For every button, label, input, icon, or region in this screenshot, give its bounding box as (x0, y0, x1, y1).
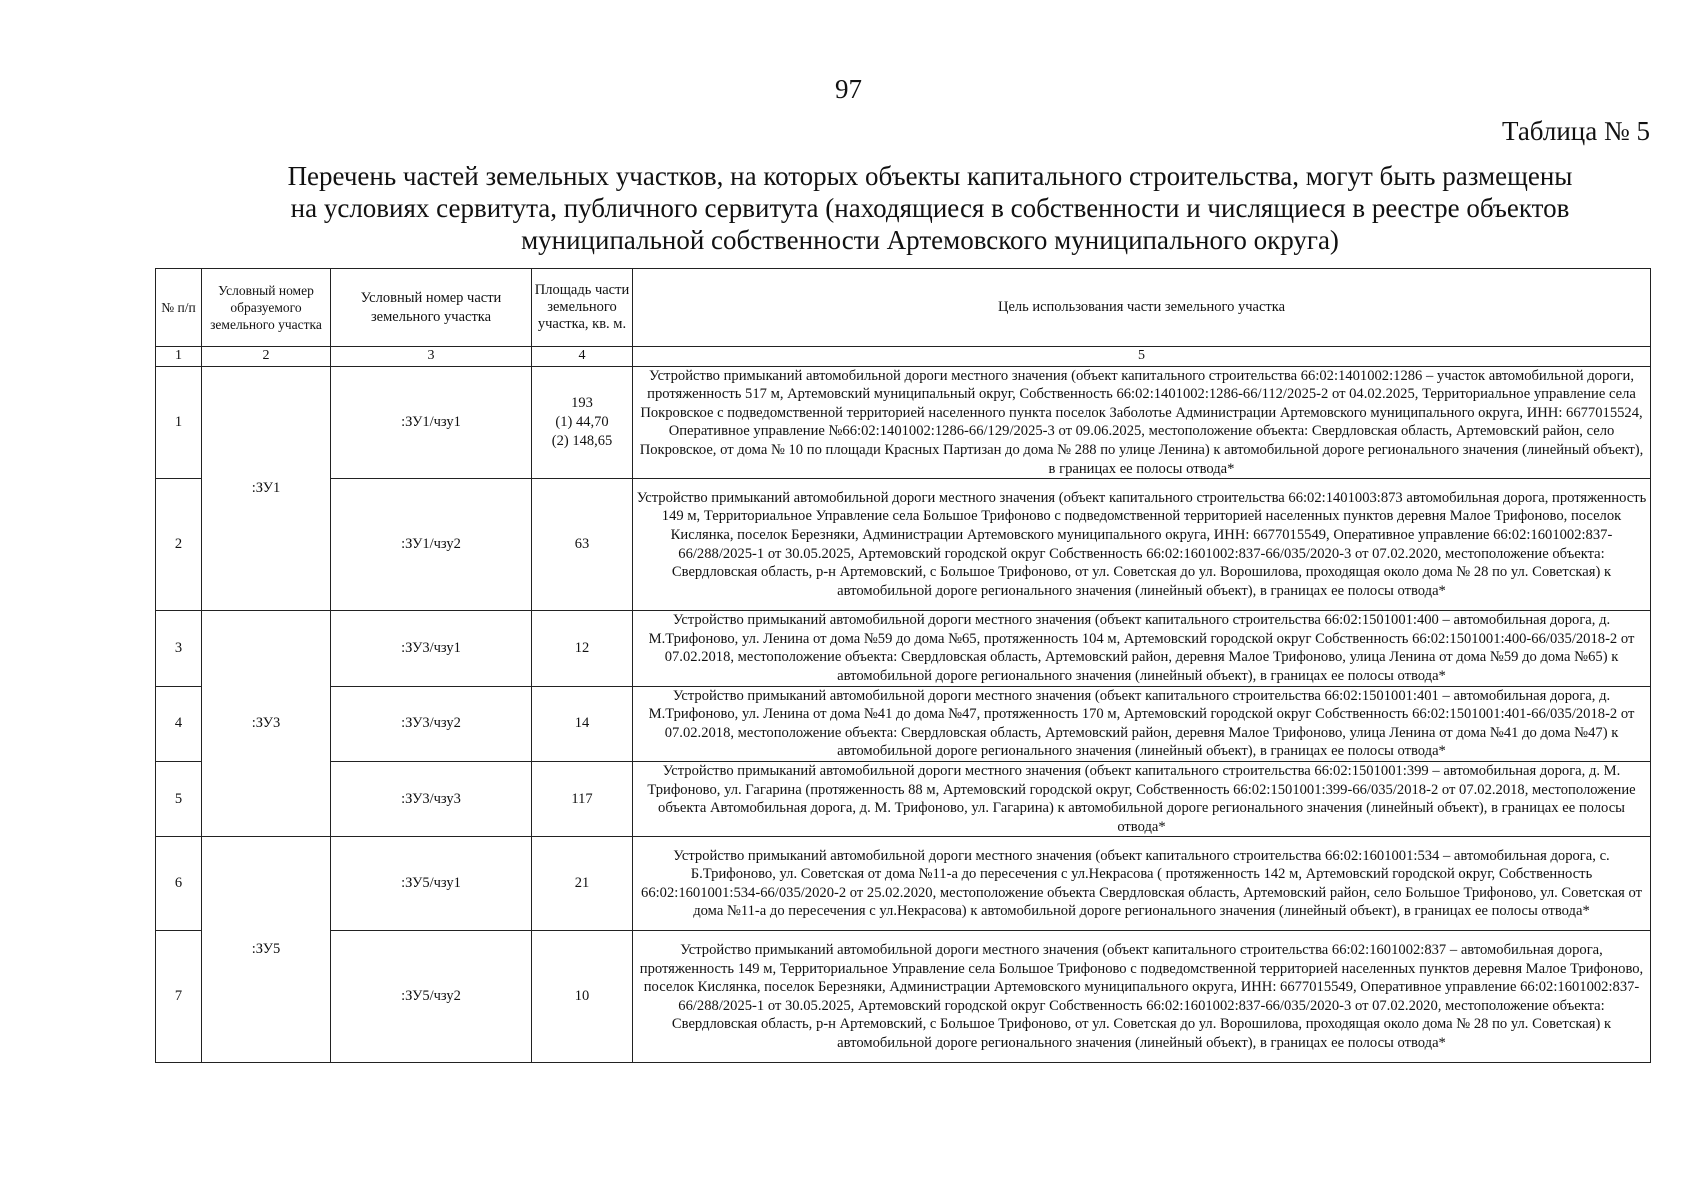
purpose-text: Устройство примыканий автомобильной дороги местного значения (объект капитального строительства 66:02:1401002:1286 – участок автомобильной дороги, протяженность 517 м, Артемовский муниципальный округ, Собственность 66:02:1401002:1286-66/112/2025-2 от 04.02.2025, Территориальное управление села Покровское с подведомственной территорией населенного пункта поселок Заболотье Администрации Артемовского муниципального округа, ИНН: 6677015524, Оперативное управление №66:02:1401002:1286-66/129/2025-3 от 09.06.2025, местоположение объекта: Свердловская область, Артемовский район, село Покровское, от дома № 10 по площади Красных Партизан до дома № 288 по улице Ленина) к автомобильной дороге регионального значения (линейный объект), в границах ее полосы отвода* (633, 366, 1651, 479)
part-area: 117 (532, 761, 633, 836)
part-number: :ЗУ3/чзу1 (331, 611, 532, 686)
table-row (156, 611, 1651, 686)
table-row (156, 931, 1651, 1063)
part-number: :ЗУ1/чзу1 (331, 366, 532, 479)
part-number: :ЗУ5/чзу2 (331, 931, 532, 1063)
area-subvalue: (1) 44,70 (555, 414, 609, 431)
purpose-text: Устройство примыканий автомобильной дороги местного значения (объект капитального строительства 66:02:1601002:837 – автомобильная дорога, протяженность 149 м, Территориальное Управление села Большое Трифоново с подведомственной территорией населенных пунктов деревня Малое Трифоново, поселок Кислянка, поселок Березняки, Администрации Артемовского муниципального округа, ИНН: 6677015549, Оперативное управление 66:02:1601002:837-66/288/2025-1 от 30.05.2025, Артемовский городской округ Собственность 66:02:1601002:837-66/035/2020-3 от 07.02.2020, местоположение объекта: Свердловская область, р-н Артемовский, с Большое Трифоново, от ул. Советская до ул. Ворошилова, проходящая около дома № 28 по ул. Советская) к автомобильной дороге регионального значения (линейный объект), в границах ее полосы отвода* (633, 931, 1651, 1063)
part-number: :ЗУ3/чзу2 (331, 686, 532, 761)
purpose-text: Устройство примыканий автомобильной дороги местного значения (объект капитального строительства 66:02:1401003:873 автомобильная дорога, протяженность 149 м, Территориальное Управление села Большое Трифоново с подведомственной территорией населенных пунктов деревня Малое Трифоново, поселок Кислянка, поселок Березняки, Администрации Артемовского муниципального округа, ИНН: 6677015549, Оперативное управление 66:02:1601002:837-66/288/2025-1 от 30.05.2025, Артемовский городской округ Собственность 66:02:1601002:837-66/035/2020-3 от 07.02.2020, местоположение объекта: Свердловская область, р-н Артемовский, с Большое Трифоново, от ул. Советская до ул. Ворошилова, проходящая около дома № 28 по ул. Советская) к автомобильной дороге регионального значения (линейный объект), в границах ее полосы отвода* (633, 479, 1651, 611)
part-number: :ЗУ3/чзу3 (331, 761, 532, 836)
title-line: Перечень частей земельных участков, на которых объекты капитального строительства, могут быть размещены (287, 161, 1573, 191)
column-number: 4 (532, 347, 633, 367)
plot-group: :ЗУ3 (202, 611, 331, 837)
column-number: 5 (633, 347, 1651, 367)
column-numbers-row (156, 347, 1651, 367)
table-row (156, 837, 1651, 931)
header-area: Площадь части земельного участка, кв. м. (532, 269, 633, 347)
plot-group: :ЗУ1 (202, 366, 331, 611)
header-part-number: Условный номер части земельного участка (331, 269, 532, 347)
table-row (156, 686, 1651, 761)
land-parts-table (155, 268, 1651, 1063)
row-number: 6 (156, 837, 202, 931)
row-number: 1 (156, 366, 202, 479)
part-area: 12 (532, 611, 633, 686)
column-number: 1 (156, 347, 202, 367)
page-number: 97 (835, 74, 862, 104)
row-number: 7 (156, 931, 202, 1063)
part-number: :ЗУ1/чзу2 (331, 479, 532, 611)
purpose-text: Устройство примыканий автомобильной дороги местного значения (объект капитального строительства 66:02:1501001:399 – автомобильная дорога, д. М. Трифоново, ул. Гагарина (протяженность 88 м, Артемовский городской округ, Собственность 66:02:1501001:399-66/035/2018-2 от 07.02.2018, местоположение объекта Автомобильная дорога, д. М. Трифоново, ул. Гагарина) к автомобильной дороге регионального значения (линейный объект), в границах ее полосы отвода* (633, 761, 1651, 836)
area-value: 193 (571, 395, 593, 412)
part-number: :ЗУ5/чзу1 (331, 837, 532, 931)
table-row (156, 366, 1651, 479)
header-purpose: Цель использования части земельного участка (633, 269, 1651, 347)
part-area: 21 (532, 837, 633, 931)
part-area: 63 (532, 479, 633, 611)
table-row (156, 479, 1651, 611)
part-area: 14 (532, 686, 633, 761)
title-line: на условиях сервитута, публичного сервитута (находящиеся в собственности и числящиеся в реестре объектов (290, 193, 1570, 223)
title-line: муниципальной собственности Артемовского муниципального округа) (521, 225, 1339, 255)
column-number: 2 (202, 347, 331, 367)
document-title (190, 160, 1670, 256)
column-number: 3 (331, 347, 532, 367)
purpose-text: Устройство примыканий автомобильной дороги местного значения (объект капитального строительства 66:02:1501001:401 – автомобильная дорога, д. М.Трифоново, ул. Ленина от дома №41 до дома №47, протяженность 170 м, Артемовский городской округ Собственность 66:02:1501001:401-66/035/2018-2 от 07.02.2018, местоположение объекта: Свердловская область, Артемовский район, деревня Малое Трифоново, улица Ленина от дома №41 до дома №47) к автомобильной дороге регионального значения (линейный объект), в границах ее полосы отвода* (633, 686, 1651, 761)
table-row (156, 761, 1651, 836)
part-area: 10 (532, 931, 633, 1063)
purpose-text: Устройство примыканий автомобильной дороги местного значения (объект капитального строительства 66:02:1601001:534 – автомобильная дорога, с. Б.Трифоново, ул. Советская от дома №11-а до пересечения с ул.Некрасова ( протяженность 142 м, Артемовский городской округ, Собственность 66:02:1601001:534-66/035/2020-2 от 25.02.2020, местоположение объекта Свердловская область, Артемовский район, село Большое Трифоново, ул. Советская от дома №11-а до пересечения с ул.Некрасова) к автомобильной дороге регионального значения (линейный объект), в границах ее полосы отвода* (633, 837, 1651, 931)
header-plot-number: Условный номер образуемого земельного участка (202, 269, 331, 347)
row-number: 2 (156, 479, 202, 611)
area-subvalue: (2) 148,65 (551, 432, 613, 449)
row-number: 5 (156, 761, 202, 836)
plot-group: :ЗУ5 (202, 837, 331, 1063)
part-area (532, 366, 633, 479)
purpose-text: Устройство примыканий автомобильной дороги местного значения (объект капитального строительства 66:02:1501001:400 – автомобильная дорога, д. М.Трифоново, ул. Ленина от дома №59 до дома №65, протяженность 104 м, Артемовский городской округ Собственность 66:02:1501001:400-66/035/2018-2 от 07.02.2018, местоположение объекта: Свердловская область, Артемовский район, деревня Малое Трифоново, улица Ленина от дома №59 до дома №65) к автомобильной дороге регионального значения (линейный объект), в границах ее полосы отвода* (633, 611, 1651, 686)
header-number: № п/п (156, 269, 202, 347)
table-label: Таблица № 5 (1502, 116, 1650, 146)
row-number: 4 (156, 686, 202, 761)
row-number: 3 (156, 611, 202, 686)
header-row (156, 269, 1651, 347)
